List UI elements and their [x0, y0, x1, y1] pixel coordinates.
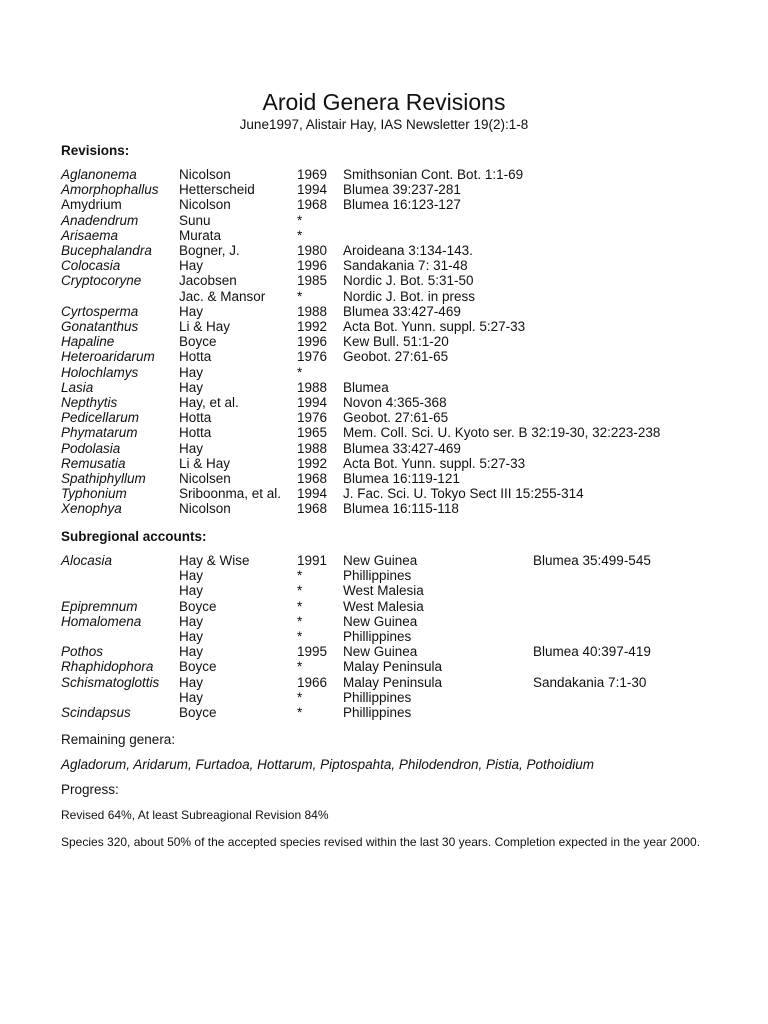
genus-cell: Cryptocoryne: [61, 273, 142, 289]
year-cell: *: [297, 364, 303, 380]
reference-cell: Smithsonian Cont. Bot. 1:1-69: [343, 167, 524, 182]
year-cell: *: [297, 583, 303, 599]
table-row: [61, 486, 660, 501]
reference-cell: Geobot. 27:61-65: [343, 349, 449, 365]
genus-cell: [61, 629, 179, 644]
genus-cell: [61, 583, 179, 598]
year-cell: 1968: [297, 197, 328, 213]
genus-cell: [61, 568, 179, 583]
table-row: [61, 228, 660, 243]
author-cell: Murata: [179, 227, 222, 243]
reference-cell: [343, 365, 660, 380]
reference-cell: [533, 583, 651, 598]
reference-cell: [533, 659, 651, 674]
year-cell: 1994: [297, 395, 328, 411]
genus-cell: Spathiphyllum: [61, 471, 146, 487]
progress-revised-line: Revised 64%, At least Subreagional Revision 84%: [61, 808, 329, 822]
genus-cell: Rhaphidophora: [61, 659, 154, 675]
author-cell: Hay: [179, 689, 204, 705]
year-cell: 1992: [297, 455, 328, 471]
reference-cell: Blumea 33:427-469: [343, 440, 461, 456]
region-cell: Phillippines: [343, 629, 412, 645]
year-cell: 1965: [297, 425, 328, 441]
reference-cell: Blumea: [343, 379, 389, 395]
year-cell: *: [297, 288, 303, 304]
year-cell: *: [297, 629, 303, 645]
table-row: [61, 273, 660, 288]
table-row: [61, 644, 651, 659]
table-row: [61, 501, 660, 516]
table-row: [61, 629, 651, 644]
region-cell: New Guinea: [343, 613, 418, 629]
reference-cell: [533, 705, 651, 720]
table-row: [61, 395, 660, 410]
table-row: [61, 167, 660, 182]
author-cell: Hay: [179, 674, 204, 690]
year-cell: 1988: [297, 303, 328, 319]
region-cell: Phillippines: [343, 568, 412, 584]
table-row: [61, 349, 660, 364]
genus-cell: Gonatanthus: [61, 319, 139, 335]
region-cell: New Guinea: [343, 553, 418, 568]
genus-cell: Podolasia: [61, 440, 121, 456]
reference-cell: Blumea 33:427-469: [343, 303, 461, 319]
table-row: [61, 471, 660, 486]
table-row: [61, 365, 660, 380]
region-cell: West Malesia: [343, 583, 424, 599]
genus-cell: Alocasia: [61, 553, 113, 568]
author-cell: Boyce: [179, 705, 217, 721]
author-cell: Hay: [179, 440, 204, 456]
region-cell: Malay Peninsula: [343, 659, 443, 675]
region-cell: West Malesia: [343, 598, 424, 614]
genus-cell: Hapaline: [61, 334, 115, 350]
author-cell: Nicolsen: [179, 471, 231, 487]
reference-cell: [343, 228, 660, 243]
author-cell: Jacobsen: [179, 273, 237, 289]
year-cell: 1968: [297, 471, 328, 487]
genus-cell: Pothos: [61, 644, 104, 660]
table-row: [61, 456, 660, 471]
author-cell: Li & Hay: [179, 319, 231, 335]
reference-cell: Blumea 40:397-419: [533, 644, 651, 660]
author-cell: Nicolson: [179, 501, 231, 517]
year-cell: 1968: [297, 501, 328, 517]
table-row: [61, 568, 651, 583]
reference-cell: Blumea 39:237-281: [343, 182, 461, 198]
reference-cell: [533, 690, 651, 705]
remaining-genera-list: Agladorum, Aridarum, Furtadoa, Hottarum, Piptospahta, Philodendron, Pistia, Pothoidium: [61, 757, 595, 772]
genus-cell: Phymatarum: [61, 425, 138, 441]
genus-cell: Nepthytis: [61, 395, 118, 411]
reference-cell: [533, 629, 651, 644]
genus-cell: Heteroaridarum: [61, 349, 155, 365]
genus-cell: Remusatia: [61, 455, 126, 471]
author-cell: Hay: [179, 644, 204, 660]
table-row: [61, 425, 660, 440]
table-row: [61, 380, 660, 395]
genus-cell: Cyrtosperma: [61, 303, 139, 319]
genus-cell: Pedicellarum: [61, 410, 140, 426]
remaining-heading: Remaining genera:: [61, 732, 176, 747]
subregional-table: [61, 553, 651, 720]
reference-cell: Geobot. 27:61-65: [343, 410, 449, 426]
genus-cell: Amydrium: [61, 197, 122, 213]
table-row: [61, 197, 660, 212]
year-cell: 1988: [297, 379, 328, 395]
genus-cell: Bucephalandra: [61, 243, 152, 259]
year-cell: 1994: [297, 182, 328, 198]
genus-cell: Arisaema: [61, 227, 119, 243]
progress-heading: Progress:: [61, 782, 119, 797]
reference-cell: Blumea 35:499-545: [533, 553, 651, 568]
year-cell: 1992: [297, 319, 328, 335]
year-cell: 1994: [297, 486, 328, 502]
region-cell: Phillippines: [343, 689, 412, 705]
reference-cell: Sandakania 7:1-30: [533, 674, 647, 690]
table-row: [61, 690, 651, 705]
revisions-table: [61, 167, 660, 517]
author-cell: Hay, et al.: [179, 395, 239, 411]
author-cell: Sunu: [179, 212, 211, 228]
author-cell: Hay: [179, 303, 204, 319]
year-cell: 1991: [297, 553, 328, 568]
genus-cell: Amorphophallus: [61, 182, 159, 198]
author-cell: Hotta: [179, 410, 212, 426]
author-cell: Nicolson: [179, 167, 231, 182]
table-row: [61, 304, 660, 319]
author-cell: Hay: [179, 364, 204, 380]
document-title: Aroid Genera Revisions: [262, 89, 506, 115]
year-cell: 1976: [297, 349, 328, 365]
table-row: [61, 289, 660, 304]
table-row: [61, 659, 651, 674]
table-row: [61, 182, 660, 197]
table-row: [61, 705, 651, 720]
reference-cell: Aroideana 3:134-143.: [343, 243, 473, 259]
author-cell: Hay: [179, 629, 204, 645]
genus-cell: Epipremnum: [61, 598, 138, 614]
author-cell: Li & Hay: [179, 455, 231, 471]
table-row: [61, 614, 651, 629]
reference-cell: [533, 599, 651, 614]
year-cell: 1966: [297, 674, 328, 690]
table-row: [61, 213, 660, 228]
author-cell: Boyce: [179, 334, 217, 350]
table-row: [61, 319, 660, 334]
year-cell: *: [297, 568, 303, 584]
genus-cell: Holochlamys: [61, 364, 139, 380]
region-cell: Phillippines: [343, 705, 412, 721]
reference-cell: Novon 4:365-368: [343, 395, 447, 411]
year-cell: *: [297, 659, 303, 675]
table-row: [61, 675, 651, 690]
author-cell: Nicolson: [179, 197, 231, 213]
reference-cell: Nordic J. Bot. in press: [343, 288, 476, 304]
author-cell: Hay: [179, 258, 204, 274]
document-subtitle: June1997, Alistair Hay, IAS Newsletter 19(2):1-8: [239, 117, 529, 132]
genus-cell: Anadendrum: [61, 212, 139, 228]
year-cell: *: [297, 613, 303, 629]
reference-cell: Nordic J. Bot. 5:31-50: [343, 273, 474, 289]
genus-cell: [61, 690, 179, 705]
table-row: [61, 334, 660, 349]
year-cell: 1995: [297, 644, 328, 660]
reference-cell: Kew Bull. 51:1-20: [343, 334, 449, 350]
reference-cell: J. Fac. Sci. U. Tokyo Sect III 15:255-314: [343, 486, 584, 502]
genus-cell: Schismatoglottis: [61, 674, 160, 690]
year-cell: *: [297, 212, 303, 228]
author-cell: Hetterscheid: [179, 182, 255, 198]
author-cell: Hotta: [179, 425, 212, 441]
author-cell: Hay: [179, 613, 204, 629]
year-cell: 1969: [297, 167, 328, 182]
table-row: [61, 258, 660, 273]
table-row: [61, 599, 651, 614]
table-row: [61, 553, 651, 568]
year-cell: 1980: [297, 243, 328, 259]
reference-cell: Blumea 16:119-121: [343, 471, 460, 487]
genus-cell: [61, 289, 179, 304]
year-cell: 1988: [297, 440, 328, 456]
genus-cell: Typhonium: [61, 486, 127, 502]
author-cell: Hay: [179, 583, 204, 599]
reference-cell: Blumea 16:123-127: [343, 197, 461, 213]
author-cell: Hotta: [179, 349, 212, 365]
author-cell: Hay & Wise: [179, 553, 250, 568]
region-cell: Malay Peninsula: [343, 674, 443, 690]
author-cell: Boyce: [179, 659, 217, 675]
author-cell: Hay: [179, 379, 204, 395]
reference-cell: [343, 213, 660, 228]
year-cell: 1985: [297, 273, 328, 289]
year-cell: *: [297, 598, 303, 614]
reference-cell: [533, 614, 651, 629]
reference-cell: Sandakania 7: 31-48: [343, 258, 468, 274]
genus-cell: Colocasia: [61, 258, 121, 274]
genus-cell: Lasia: [61, 379, 94, 395]
region-cell: New Guinea: [343, 644, 418, 660]
table-row: [61, 243, 660, 258]
genus-cell: Xenophya: [61, 501, 122, 517]
year-cell: 1976: [297, 410, 328, 426]
year-cell: *: [297, 705, 303, 721]
genus-cell: Aglanonema: [61, 167, 137, 182]
author-cell: Hay: [179, 568, 204, 584]
reference-cell: [533, 568, 651, 583]
reference-cell: Acta Bot. Yunn. suppl. 5:27-33: [343, 319, 526, 335]
progress-species-line: Species 320, about 50% of the accepted species revised within the last 30 years. Completion expected in the year 2000.: [61, 835, 701, 849]
table-row: [61, 410, 660, 425]
revisions-heading: Revisions:: [61, 143, 130, 158]
table-row: [61, 583, 651, 598]
author-cell: Jac. & Mansor: [179, 288, 266, 304]
reference-cell: Acta Bot. Yunn. suppl. 5:27-33: [343, 455, 526, 471]
year-cell: 1996: [297, 334, 328, 350]
author-cell: Boyce: [179, 598, 217, 614]
author-cell: Sriboonma, et al.: [179, 486, 282, 502]
subregional-heading: Subregional accounts:: [61, 529, 207, 544]
author-cell: Bogner, J.: [179, 243, 240, 259]
reference-cell: Blumea 16:115-118: [343, 501, 459, 517]
reference-cell: Mem. Coll. Sci. U. Kyoto ser. B 32:19-30, 32:223-238: [343, 425, 661, 441]
year-cell: 1996: [297, 258, 328, 274]
genus-cell: Scindapsus: [61, 705, 131, 721]
genus-cell: Homalomena: [61, 613, 142, 629]
year-cell: *: [297, 689, 303, 705]
year-cell: *: [297, 227, 303, 243]
table-row: [61, 441, 660, 456]
